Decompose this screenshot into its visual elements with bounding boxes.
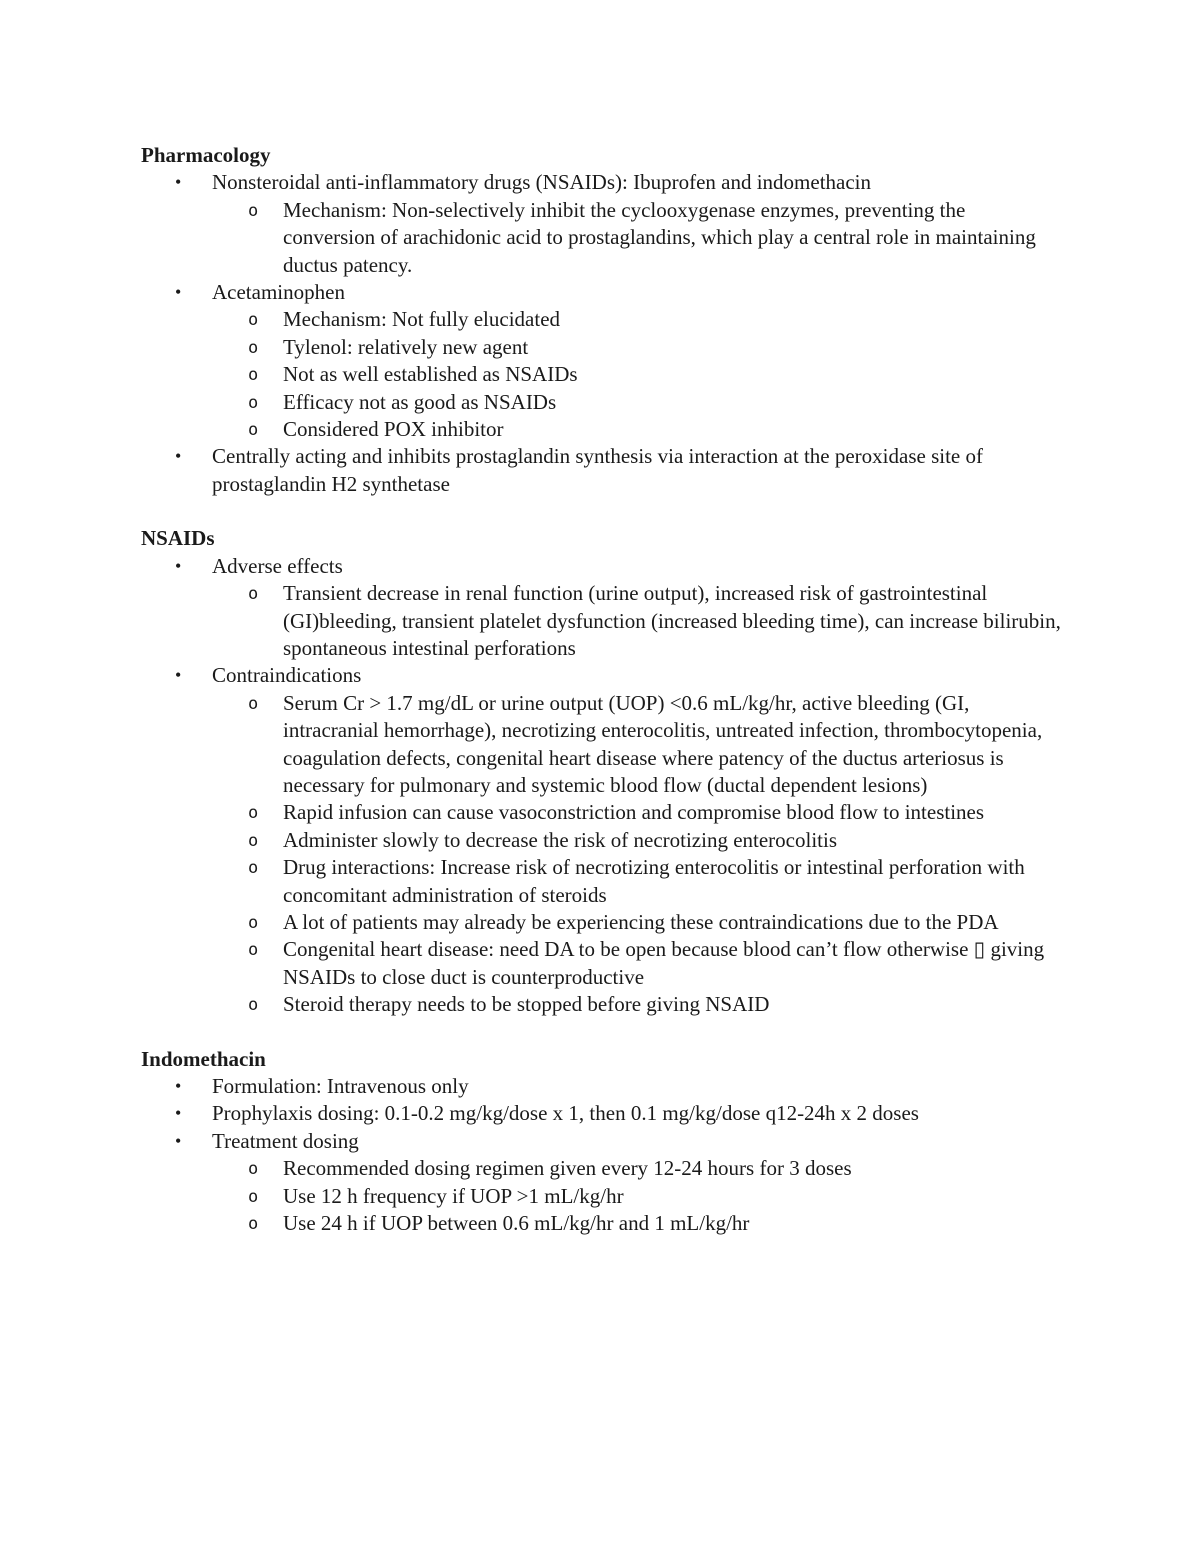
bullet-icon: • [175, 1076, 182, 1096]
list-item [175, 1100, 1061, 1127]
list-item-text: Contraindications [212, 663, 362, 688]
list-item [175, 553, 1061, 663]
sub-list-item [248, 909, 1061, 936]
circle-bullet-icon: o [248, 830, 259, 851]
circle-bullet-icon: o [248, 1214, 259, 1235]
sub-list-item-text: Recommended dosing regimen given every 12-24 hours for 3 doses [283, 1156, 852, 1181]
bullet-icon: • [175, 1103, 182, 1124]
section-heading: Pharmacology [141, 143, 271, 167]
sub-list-item [248, 1155, 1061, 1182]
circle-bullet-icon: o [248, 420, 259, 441]
circle-bullet-icon: o [248, 912, 259, 933]
sub-list-item-text: Transient decrease in renal function (urine output), increased risk of gastrointestinal (GI)bleeding, transient platelet dysfunction (increased bleeding time), can increase bilirubin, spontaneous intestinal perforations [283, 581, 1061, 660]
document-page [141, 142, 1061, 1237]
list-item-text: Adverse effects [212, 553, 343, 578]
sub-list-item-text: Mechanism: Non-selectively inhibit the cyclooxygenase enzymes, preventing the conversion of arachidonic acid to prostaglandins, which play a central role in maintaining ductus patency. [283, 197, 1036, 277]
circle-bullet-icon: o [248, 995, 259, 1016]
sub-list-item [248, 306, 1061, 333]
sub-list-item [248, 416, 1061, 443]
sub-list-item-text: Efficacy not as good as NSAIDs [283, 389, 557, 414]
sub-list-item-text: Mechanism: Not fully elucidated [283, 307, 561, 332]
circle-bullet-icon: o [248, 392, 259, 413]
sub-list-item-text: Steroid therapy needs to be stopped before giving NSAID [283, 992, 770, 1017]
circle-bullet-icon: o [248, 1159, 259, 1180]
sub-list-item-text: Considered POX inhibitor [283, 417, 504, 442]
list-item-text: Treatment dosing [212, 1128, 359, 1153]
list-item-text: Acetaminophen [212, 280, 345, 305]
list-item-text: Centrally acting and inhibits prostaglandin synthesis via interaction at the peroxidase site of prostaglandin H2 synthetase [212, 444, 983, 496]
section-heading: NSAIDs [141, 526, 215, 551]
sub-list-item-text: Congenital heart disease: need DA to be open because blood can’t flow otherwise ▯ giving NSAIDs to close duct is counterproductive [283, 937, 1045, 989]
bullet-icon: • [175, 172, 182, 193]
list-item [175, 662, 1061, 1018]
list-item [175, 279, 1061, 443]
circle-bullet-icon: o [248, 803, 259, 824]
list-item-text: Formulation: Intravenous only [212, 1074, 469, 1098]
sub-list-item [248, 936, 1061, 991]
sub-list-item [248, 690, 1061, 800]
sub-list-item-text: Use 24 h if UOP between 0.6 mL/kg/hr and 1 mL/kg/hr [283, 1211, 750, 1236]
sub-list-item [248, 197, 1061, 279]
circle-bullet-icon: o [248, 200, 259, 221]
bullet-icon: • [175, 446, 182, 467]
sub-list-item-text: Drug interactions: Increase risk of necrotizing enterocolitis or intestinal perforation with concomitant administration of steroids [283, 855, 1025, 907]
section [141, 1046, 1061, 1238]
sub-list-item [248, 580, 1061, 662]
sub-list-item-text: Serum Cr > 1.7 mg/dL or urine output (UOP) <0.6 mL/kg/hr, active bleeding (GI, intracranial hemorrhage), necrotizing enterocolitis, untreated infection, thrombocytopenia, coagulation defects, congenital heart disease where patency of the ductus arteriosus is necessary for pulmonary and systemic blood flow (ductal dependent lesions) [283, 690, 1043, 797]
sub-list-item [248, 1183, 1061, 1210]
sub-bullet-list [212, 1155, 1061, 1237]
sub-bullet-list [212, 580, 1061, 662]
sub-list-item [248, 1210, 1061, 1237]
list-item-text: Nonsteroidal anti-inflammatory drugs (NSAIDs): Ibuprofen and indomethacin [212, 170, 872, 195]
list-item [175, 1073, 1061, 1100]
circle-bullet-icon: o [248, 365, 259, 386]
sub-list-item-text: Rapid infusion can cause vasoconstriction and compromise blood flow to intestines [283, 800, 985, 825]
circle-bullet-icon: o [248, 1186, 259, 1207]
list-item [175, 443, 1061, 498]
sub-list-item-text: Administer slowly to decrease the risk of necrotizing enterocolitis [283, 827, 838, 852]
circle-bullet-icon: o [248, 940, 259, 961]
sub-list-item [248, 389, 1061, 416]
bullet-icon: • [175, 665, 182, 686]
sub-bullet-list [212, 306, 1061, 443]
sub-list-item-text: Tylenol: relatively new agent [283, 334, 529, 359]
bullet-icon: • [175, 282, 182, 303]
sub-list-item [248, 799, 1061, 826]
circle-bullet-icon: o [248, 337, 259, 358]
list-item [175, 1128, 1061, 1238]
bullet-list [141, 553, 1061, 1019]
sub-list-item [248, 854, 1061, 909]
circle-bullet-icon: o [248, 584, 259, 605]
sub-list-item-text: Use 12 h frequency if UOP >1 mL/kg/hr [283, 1183, 624, 1208]
sub-list-item-text: A lot of patients may already be experiencing these contraindications due to the PDA [283, 909, 999, 934]
section-heading: Indomethacin [141, 1046, 266, 1071]
circle-bullet-icon: o [248, 858, 259, 879]
sub-bullet-list [212, 690, 1061, 1019]
sub-list-item-text: Not as well established as NSAIDs [283, 362, 578, 387]
sub-list-item [248, 361, 1061, 388]
list-item [175, 169, 1061, 279]
section [141, 525, 1061, 1018]
circle-bullet-icon: o [248, 693, 259, 714]
bullet-icon: • [175, 555, 182, 576]
bullet-list [141, 169, 1061, 498]
sub-list-item [248, 334, 1061, 361]
section [141, 142, 1061, 498]
circle-bullet-icon: o [248, 310, 259, 331]
sub-list-item [248, 827, 1061, 854]
sub-list-item [248, 991, 1061, 1018]
sub-bullet-list [212, 197, 1061, 279]
bullet-icon: • [175, 1130, 182, 1151]
list-item-text: Prophylaxis dosing: 0.1-0.2 mg/kg/dose x 1, then 0.1 mg/kg/dose q12-24h x 2 doses [212, 1101, 919, 1126]
bullet-list [141, 1073, 1061, 1237]
